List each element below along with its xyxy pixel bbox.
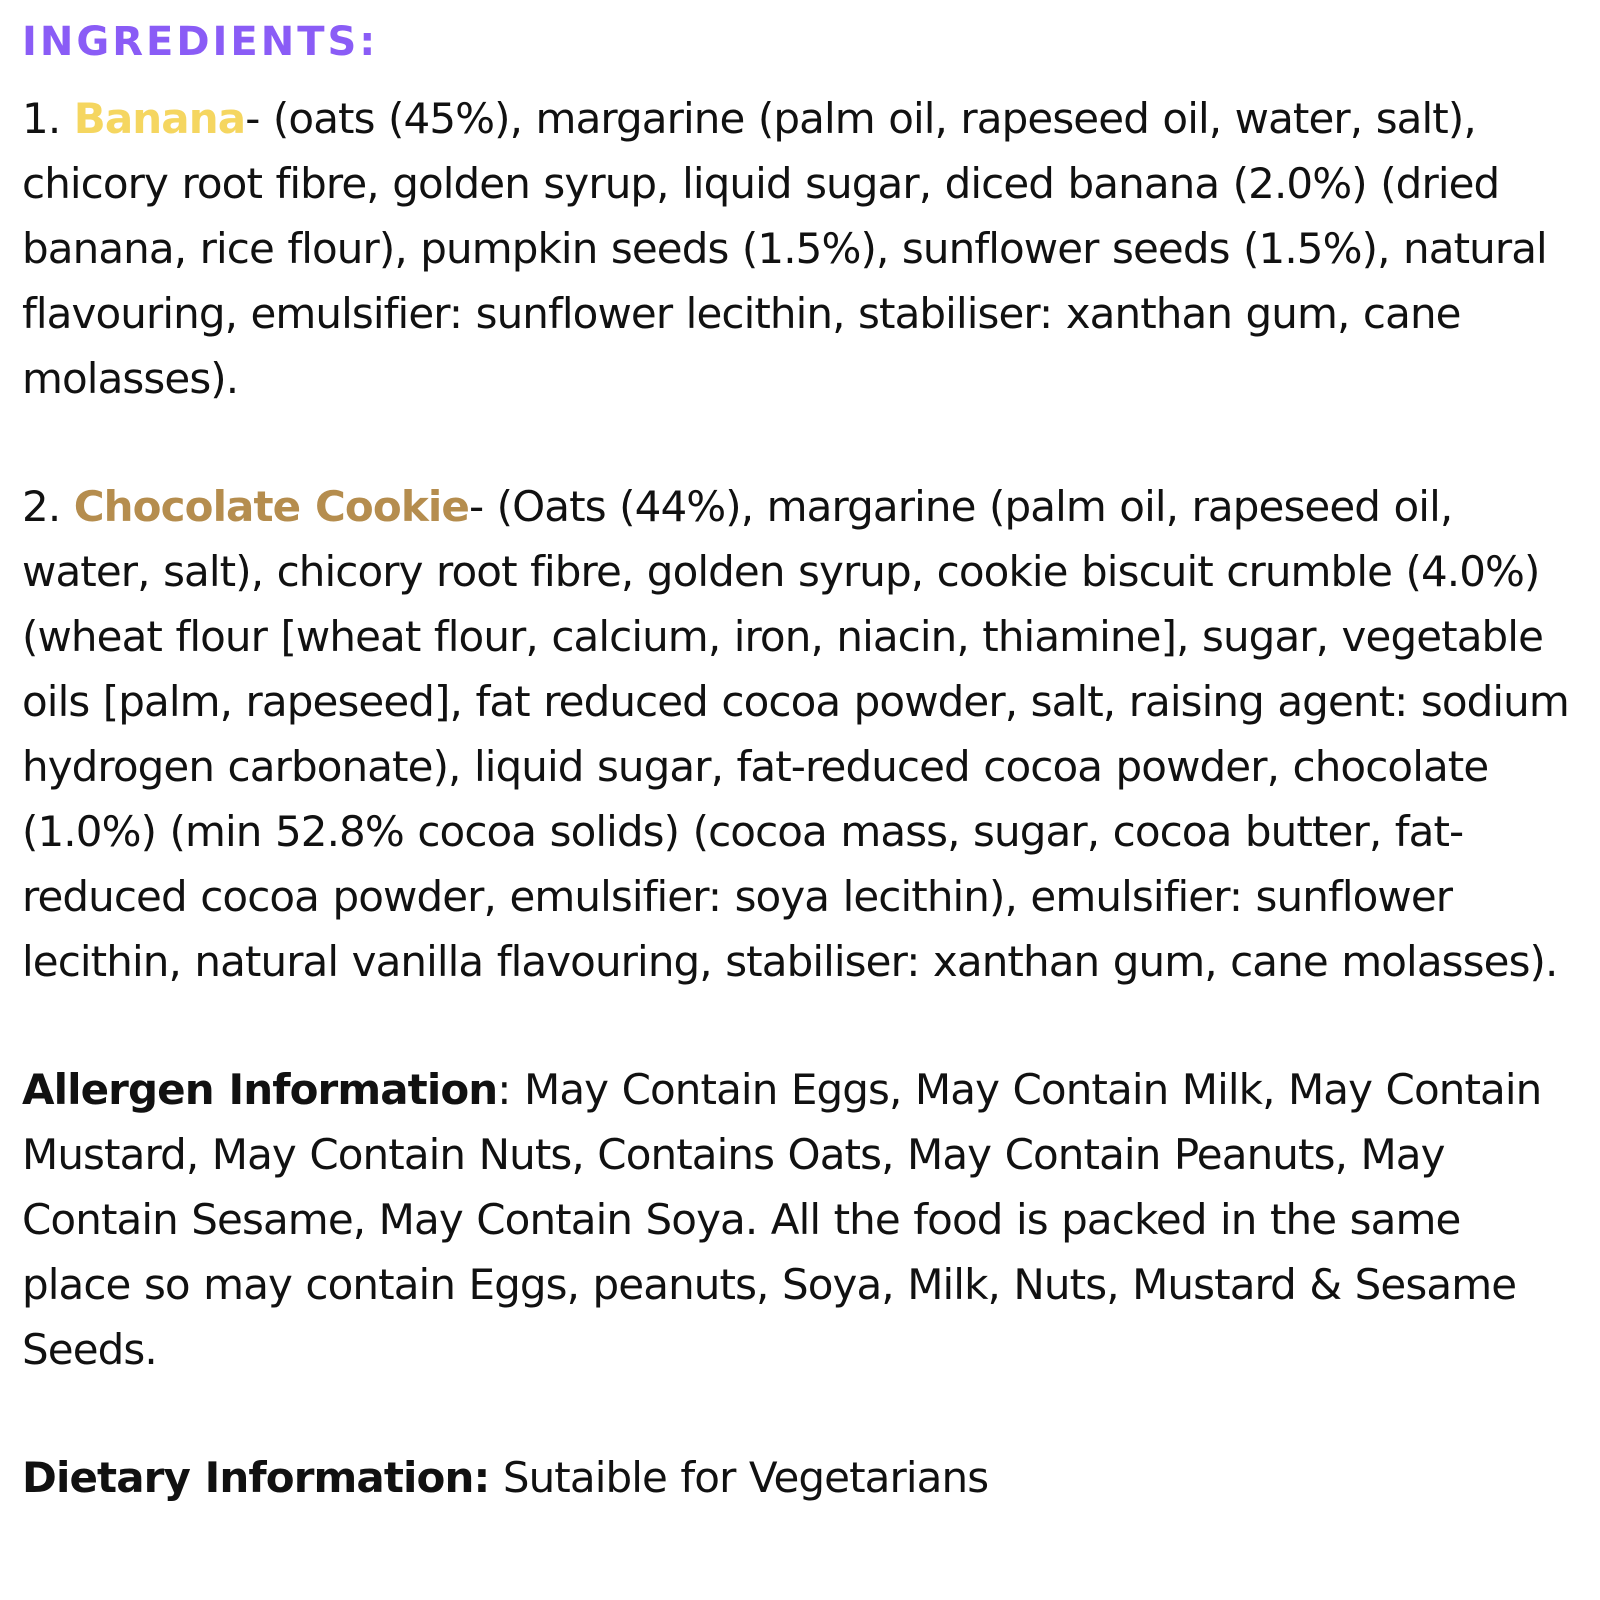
dietary-information (22, 1445, 1578, 1510)
item-separator: - (468, 482, 484, 531)
ingredients-heading: INGREDIENTS: (22, 19, 379, 65)
ingredient-item-banana (22, 86, 1578, 411)
spacer (22, 411, 1578, 474)
spacer (22, 994, 1578, 1057)
allergen-text: May Contain Eggs, May Contain Milk, May Contain Mustard, May Contain Nuts, Contains Oats, May Contain Peanuts, May Contain Sesame, May Contain Soya. All the food is packed in the same place so may contain Eggs, peanuts, Soya, Milk, Nuts, Mustard & Sesame Seeds. (22, 1065, 1542, 1374)
allergen-separator: : (497, 1065, 511, 1114)
allergen-information (22, 1057, 1578, 1382)
ingredient-item-chocolate-cookie (22, 474, 1578, 994)
item-separator: - (245, 94, 260, 143)
dietary-label: Dietary Information: (22, 1453, 490, 1502)
item-number: 1. (22, 94, 61, 143)
item-name-banana: Banana (73, 94, 246, 143)
item-ingredients-text: (oats (45%), margarine (palm oil, rapeseed oil, water, salt), chicory root fibre, golden syrup, liquid sugar, diced banana (2.0%) (dried banana, rice flour), pumpkin seeds (1.5%), sunflower seeds (1.5%), natural flavouring, emulsifier: sunflower lecithin, stabiliser: xanthan gum, cane molasses). (22, 94, 1547, 403)
item-name-chocolate-cookie: Chocolate Cookie (73, 482, 469, 531)
item-number: 2. (22, 482, 61, 531)
dietary-text: Sutaible for Vegetarians (502, 1453, 989, 1502)
spacer (22, 1382, 1578, 1445)
allergen-label: Allergen Information (22, 1065, 498, 1114)
item-ingredients-text: (Oats (44%), margarine (palm oil, rapeseed oil, water, salt), chicory root fibre, golden syrup, cookie biscuit crumble (4.0%) (wheat flour [wheat flour, calcium, iron, niacin, thiamine], sugar, vegetable oils [palm, rapeseed], fat reduced cocoa powder, salt, raising agent: sodium hydrogen carbonate), liquid sugar, fat-reduced cocoa powder, chocolate (1.0%) (min 52.8% cocoa solids) (cocoa mass, sugar, cocoa butter, fat-reduced cocoa powder, emulsifier: soya lecithin), emulsifier: sunflower lecithin, natural vanilla flavouring, stabiliser: xanthan gum, cane molasses). (22, 482, 1569, 986)
